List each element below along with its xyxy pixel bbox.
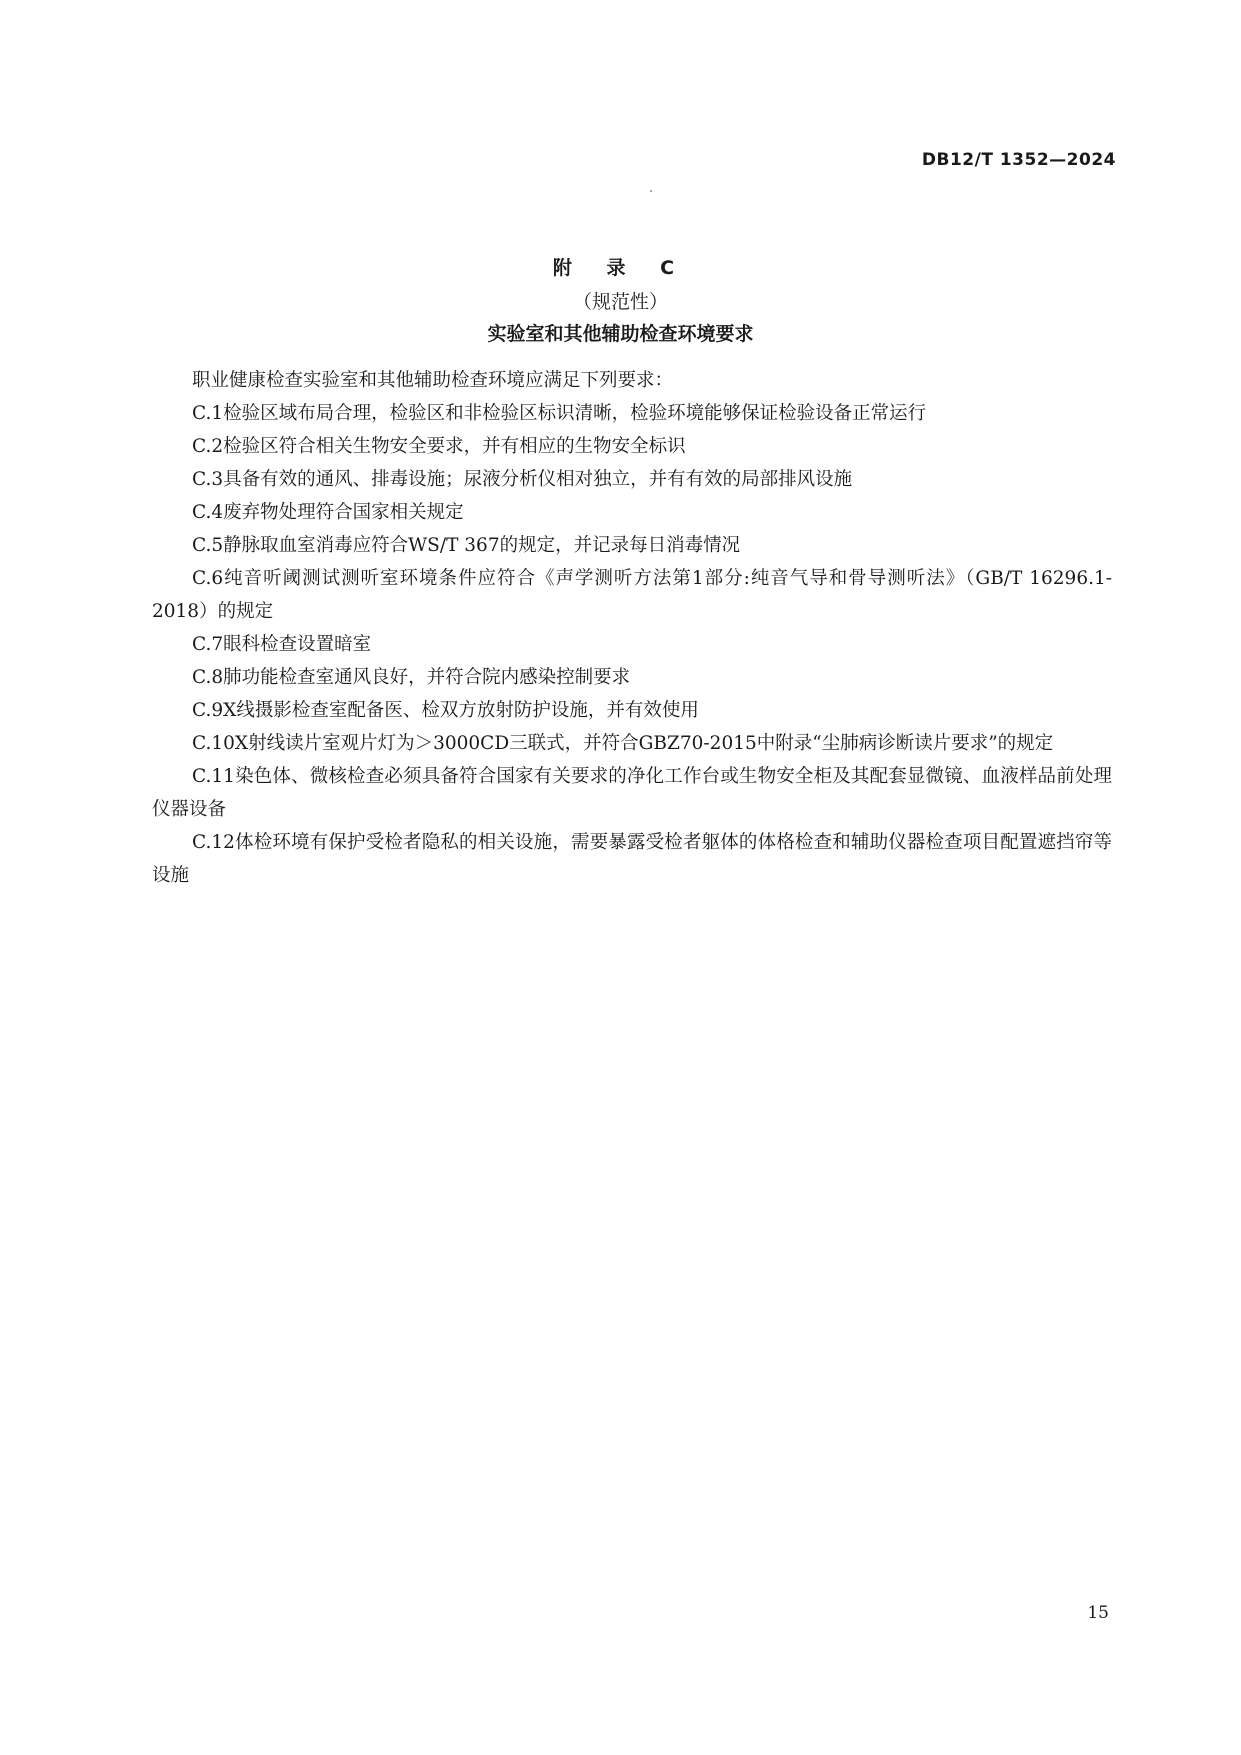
clause-c8: C.8肺功能检查室通风良好，并符合院内感染控制要求 bbox=[192, 667, 631, 688]
clause-c2: C.2检验区符合相关生物安全要求，并有相应的生物安全标识 bbox=[192, 436, 686, 457]
scan-dot-mark bbox=[650, 190, 652, 192]
clause-c1: C.1检验区域布局合理，检验区和非检验区标识清晰，检验环境能够保证检验设备正常运行 bbox=[192, 403, 927, 424]
standard-code: DB12/T 1352—2024 bbox=[921, 150, 1116, 170]
page-number: 15 bbox=[1087, 1603, 1109, 1623]
clause-c4: C.4废弃物处理符合国家相关规定 bbox=[192, 502, 464, 523]
clause-c5: C.5静脉取血室消毒应符合WS/T 367的规定，并记录每日消毒情况 bbox=[192, 535, 741, 556]
intro-paragraph: 职业健康检查实验室和其他辅助检查环境应满足下列要求： bbox=[192, 370, 674, 391]
clause-c12: C.12体检环境有保护受检者隐私的相关设施，需要暴露受检者躯体的体格检查和辅助仪器检查项目配置遮挡帘等设施 bbox=[152, 832, 1112, 886]
clause-c7: C.7眼科检查设置暗室 bbox=[192, 634, 372, 655]
appendix-title: 实验室和其他辅助检查环境要求 bbox=[487, 323, 754, 345]
clause-c9: C.9X线摄影检查室配备医、检双方放射防护设施，并有效使用 bbox=[192, 700, 699, 721]
clause-c3: C.3具备有效的通风、排毒设施；尿液分析仪相对独立，并有有效的局部排风设施 bbox=[192, 469, 853, 490]
appendix-label: 附 录 C bbox=[552, 257, 689, 279]
clause-c6: C.6纯音听阈测试测听室环境条件应符合《声学测听方法第1部分:纯音气导和骨导测听法》（GB/T 16296.1-2018）的规定 bbox=[152, 568, 1112, 622]
appendix-nature: （规范性） bbox=[572, 291, 668, 313]
clause-c10: C.10X射线读片室观片灯为＞3000CD三联式，并符合GBZ70-2015中附录“尘肺病诊断读片要求”的规定 bbox=[192, 733, 1054, 754]
appendix-body bbox=[152, 364, 1112, 892]
clause-c11: C.11染色体、微核检查必须具备符合国家有关要求的净化工作台或生物安全柜及其配套显微镜、血液样品前处理仪器设备 bbox=[152, 766, 1112, 820]
